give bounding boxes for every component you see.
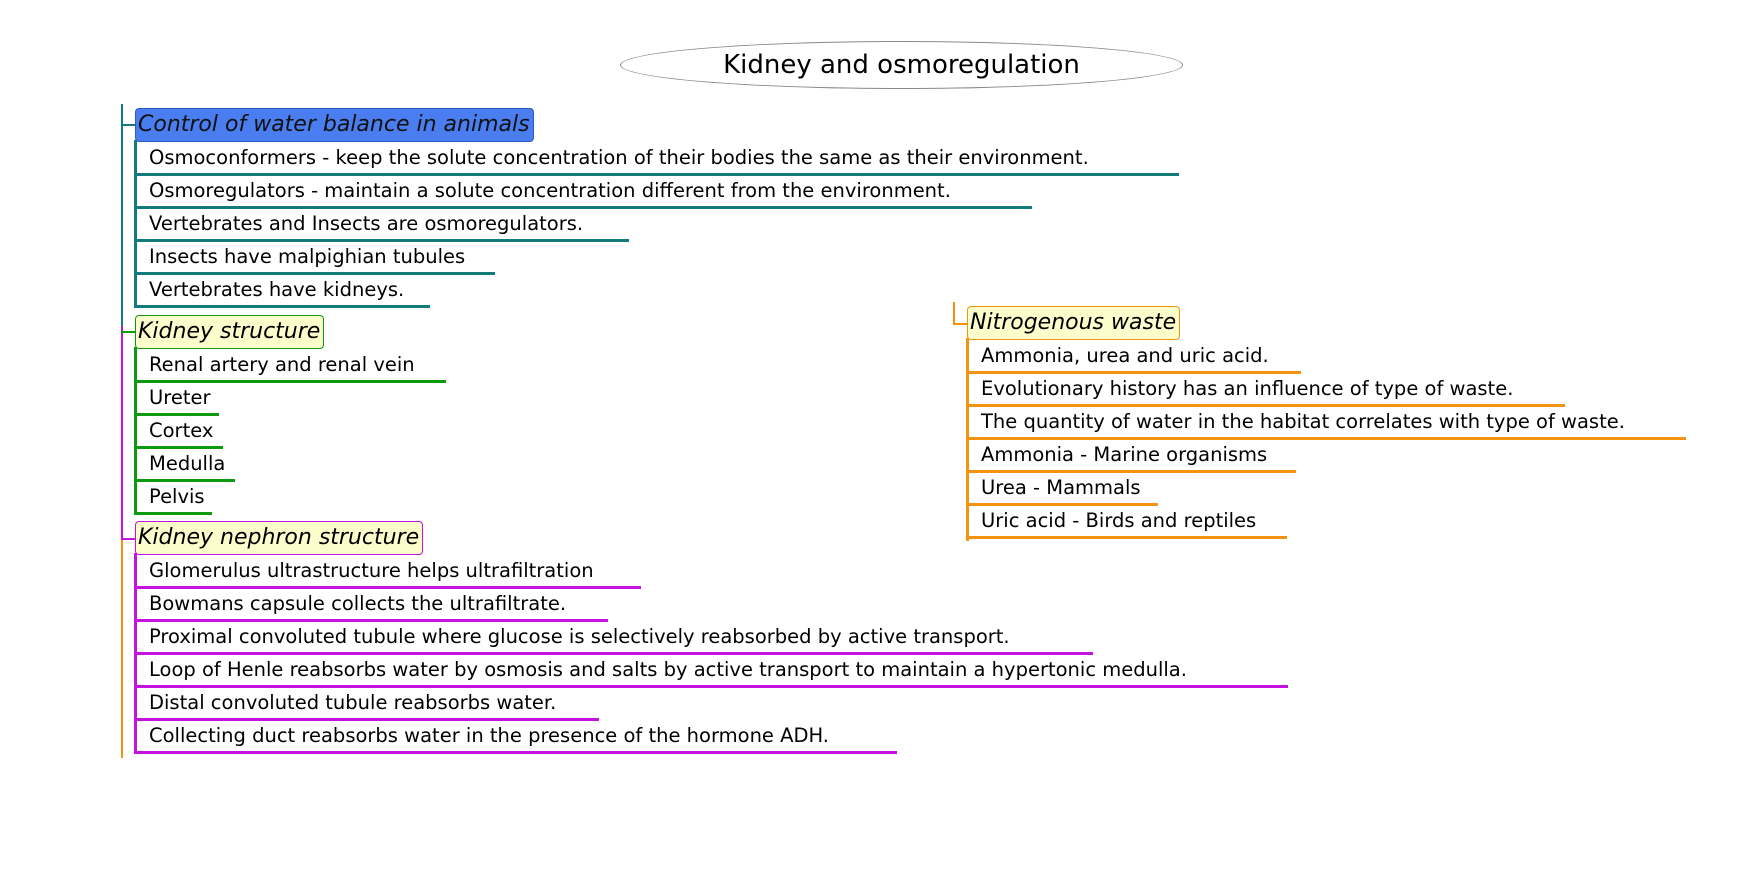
connector-line (953, 323, 967, 325)
list-item[interactable]: Cortex (135, 416, 223, 449)
connector-line (121, 331, 135, 333)
list-item[interactable]: Evolutionary history has an influence of type of waste. (967, 374, 1565, 407)
list-item[interactable]: Insects have malpighian tubules (135, 242, 495, 275)
topic-kidney-structure[interactable] (135, 315, 324, 349)
list-item[interactable]: Distal convoluted tubule reabsorbs water. (135, 688, 599, 721)
root-title: Kidney and osmoregulation (723, 50, 1080, 80)
list-item[interactable]: Ureter (135, 383, 219, 416)
connector-line (121, 538, 135, 540)
list-item[interactable]: The quantity of water in the habitat correlates with type of waste. (967, 407, 1686, 440)
list-item[interactable]: Vertebrates have kidneys. (135, 275, 430, 308)
list-item[interactable]: Glomerulus ultrastructure helps ultrafiltration (135, 556, 641, 589)
topic-water-balance[interactable] (135, 108, 534, 142)
topic-label: Kidney structure (138, 319, 321, 344)
list-item[interactable]: Collecting duct reabsorbs water in the presence of the hormone ADH. (135, 721, 897, 754)
list-item[interactable]: Medulla (135, 449, 235, 482)
root-node[interactable] (620, 41, 1183, 89)
list-item[interactable]: Ammonia, urea and uric acid. (967, 341, 1301, 374)
connector-line (953, 302, 955, 324)
topic-nephron-structure[interactable] (135, 521, 423, 555)
list-item[interactable]: Osmoconformers - keep the solute concentration of their bodies the same as their environment. (135, 143, 1179, 176)
list-item[interactable]: Bowmans capsule collects the ultrafiltrate. (135, 589, 608, 622)
list-item[interactable]: Proximal convoluted tubule where glucose is selectively reabsorbed by active transport. (135, 622, 1093, 655)
list-item[interactable]: Urea - Mammals (967, 473, 1158, 506)
connector-line (121, 538, 123, 758)
topic-nitrogenous-waste[interactable] (967, 306, 1180, 340)
list-item[interactable]: Ammonia - Marine organisms (967, 440, 1296, 473)
connector-line (121, 104, 123, 326)
list-item[interactable]: Vertebrates and Insects are osmoregulators. (135, 209, 629, 242)
list-item[interactable]: Osmoregulators - maintain a solute concentration different from the environment. (135, 176, 1032, 209)
list-item[interactable]: Loop of Henle reabsorbs water by osmosis and salts by active transport to maintain a hypertonic medulla. (135, 655, 1288, 688)
topic-label: Nitrogenous waste (970, 310, 1177, 335)
connector-line (121, 124, 135, 126)
connector-line (121, 326, 123, 538)
topic-label: Control of water balance in animals (138, 112, 530, 137)
list-item[interactable]: Pelvis (135, 482, 212, 515)
list-item[interactable]: Uric acid - Birds and reptiles (967, 506, 1287, 539)
topic-label: Kidney nephron structure (138, 525, 420, 550)
list-item[interactable]: Renal artery and renal vein (135, 350, 446, 383)
